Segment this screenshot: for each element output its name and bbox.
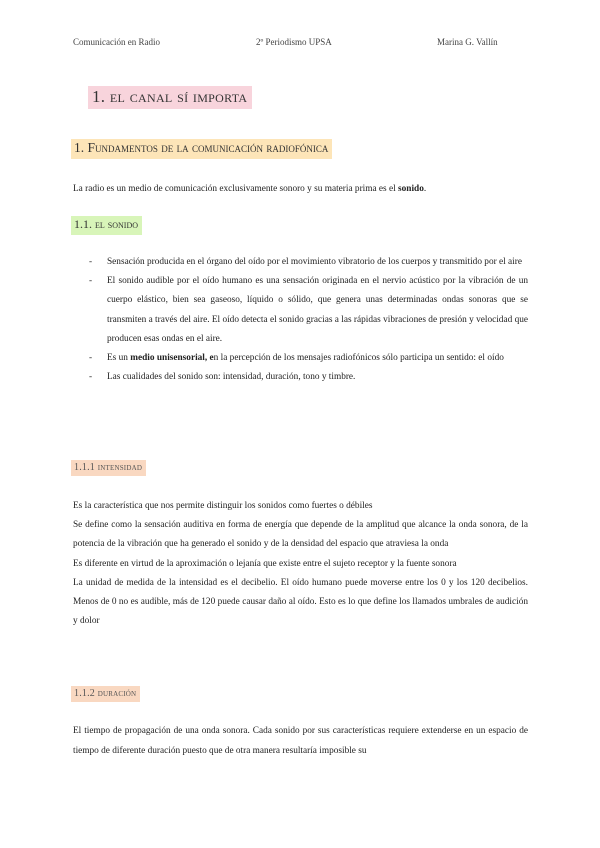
section-heading-fundamentos: 1. Fundamentos de la comunicación radiofónica	[71, 139, 332, 159]
intensidad-content	[73, 497, 528, 631]
intro-paragraph: La radio es un medio de comunicación exclusivamente sonoro y su materia prima es el sonido.	[73, 184, 427, 194]
header-course: Comunicación en Radio	[73, 37, 160, 47]
paragraph: Es diferente en virtud de la aproximación o lejanía que existe entre el sujeto receptor y la fuente sonora	[73, 558, 457, 569]
list-item: - Las cualidades del sonido son: intensidad, duración, tono y timbre.	[89, 372, 356, 383]
duracion-content	[73, 722, 528, 761]
header-author: Marina G. Vallín	[437, 37, 498, 47]
section-heading-duracion: 1.1.2 duración	[71, 686, 140, 702]
header-program: 2º Periodismo UPSA	[256, 37, 332, 47]
paragraph: Es la característica que nos permite distinguir los sonidos como fuertes o débiles	[73, 501, 373, 511]
list-item: - Es un medio unisensorial, en la percepción de los mensajes radiofónicos sólo participa un sentido: el oído	[89, 353, 504, 364]
sonido-bullet-list	[73, 253, 528, 387]
paragraph: La unidad de medida de la intensidad es el decibelio. El oído humano puede moverse entre los 0 y los 120 decibelios. Menos de 0 no es audible, más de 120 puede causar daño al oído. Esto es lo que define los llamados umbrales de audición y dolor	[73, 577, 528, 627]
document-title: 1. el canal sí importa	[88, 86, 252, 109]
paragraph: Se define como la sensación auditiva en forma de energía que depende de la amplitud que alcance la onda sonora, de la potencia de la vibración que ha generado el sonido y de la densidad del espacio que atraviesa la onda	[73, 520, 528, 550]
list-item: - Sensación producida en el órgano del oído por el movimiento vibratorio de los cuerpos y transmitido por el aire	[89, 257, 522, 267]
list-item: - El sonido audible por el oído humano es una sensación originada en el nervio acústico por la vibración de un cuerpo elástico, bien sea gaseoso, líquido o sólido, que genera unas determinadas ondas sonoras que se transmiten a través del aire. El oído detecta el sonido gracias a las rápidas vibraciones de presión y velocidad que producen esas ondas en el aire.	[89, 276, 528, 344]
paragraph: El tiempo de propagación de una onda sonora. Cada sonido por sus características requiere extenderse en un espacio de tiempo de diferente duración puesto que de otra manera resultaría imposible su	[73, 726, 528, 756]
page-header	[0, 37, 600, 51]
section-heading-sonido: 1.1. el sonido	[71, 216, 142, 235]
section-heading-intensidad: 1.1.1 intensidad	[71, 460, 146, 476]
